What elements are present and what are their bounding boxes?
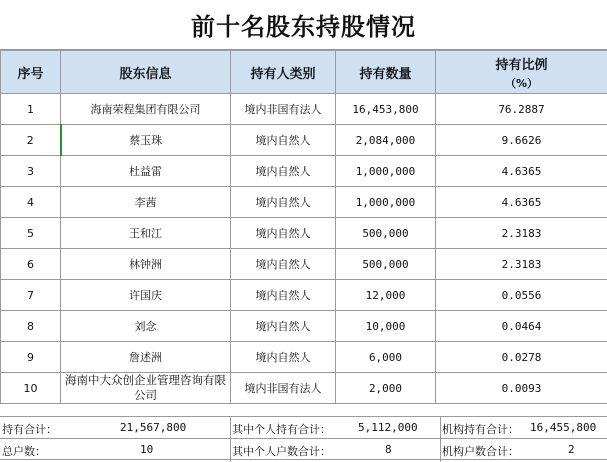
table-row [1,280,607,311]
cell-type: 境内非国有法人 [231,94,336,125]
cell-holder: 王和江 [61,218,231,249]
cell-type: 境内自然人 [231,311,336,342]
cell-holder: 海南中大众创企业管理咨询有限公司 [61,373,231,404]
cell-ratio: 0.0278 [436,342,607,373]
table-row [1,94,607,125]
header-ratio [436,51,607,94]
cell-holder: 许国庆 [61,280,231,311]
table-row [1,187,607,218]
institution-total-label: 机构持有合计： [442,423,519,436]
cell-index: 6 [1,249,61,280]
cell-type: 境内自然人 [231,249,336,280]
summary-divider [440,416,441,462]
cell-shares: 500,000 [336,249,436,280]
cell-ratio: 0.0093 [436,373,607,404]
header-type: 持有人类别 [231,51,336,94]
cell-index: 10 [1,373,61,404]
summary-divider [230,416,231,462]
table-row [1,311,607,342]
cell-index: 4 [1,187,61,218]
shareholder-table [0,50,607,404]
cell-shares: 500,000 [336,218,436,249]
cell-ratio: 76.2887 [436,94,607,125]
cell-holder: 刘念 [61,311,231,342]
table-row [1,342,607,373]
cell-holder[interactable]: 蔡玉珠 [61,125,231,156]
cell-type: 境内自然人 [231,280,336,311]
cell-index: 3 [1,156,61,187]
cell-shares: 10,000 [336,311,436,342]
header-index: 序号 [1,51,61,94]
institution-households-label: 机构户数合计： [442,445,519,458]
cell-index: 1 [1,94,61,125]
header-ratio-label: 持有比例 [495,57,548,73]
individual-households-label: 其中个人户数合计： [232,445,331,458]
cell-index: 2 [1,125,61,156]
cell-index: 7 [1,280,61,311]
total-value: 21,567,800 [120,421,187,434]
cell-type: 境内自然人 [231,342,336,373]
header-shares: 持有数量 [336,51,436,94]
cell-index: 8 [1,311,61,342]
cell-ratio: 2.3183 [436,218,607,249]
cell-ratio: 4.6365 [436,187,607,218]
cell-type: 境内非国有法人 [231,373,336,404]
cell-shares: 1,000,000 [336,156,436,187]
cell-type: 境内自然人 [231,125,336,156]
table-row [1,156,607,187]
cell-shares: 12,000 [336,280,436,311]
institution-households-value: 2 [568,443,575,456]
cell-holder: 李茜 [61,187,231,218]
cell-ratio: 0.0464 [436,311,607,342]
page-title: 前十名股东持股情况 [0,0,607,50]
households-label: 总户数： [2,445,46,458]
cell-holder: 林钟洲 [61,249,231,280]
cell-shares: 6,000 [336,342,436,373]
cell-shares: 2,084,000 [336,125,436,156]
cell-index: 5 [1,218,61,249]
individual-total-label: 其中个人持有合计： [232,423,331,436]
summary-households-row [0,438,607,460]
cell-ratio: 9.6626 [436,125,607,156]
cell-ratio: 2.3183 [436,249,607,280]
cell-ratio: 4.6365 [436,156,607,187]
summary-totals-row [0,416,607,438]
individual-households-value: 8 [385,443,392,456]
cell-type: 境内自然人 [231,187,336,218]
cell-index: 9 [1,342,61,373]
cell-holder: 詹述洲 [61,342,231,373]
header-holder: 股东信息 [61,51,231,94]
cell-ratio: 0.0556 [436,280,607,311]
table-row [1,373,607,404]
cell-type: 境内自然人 [231,218,336,249]
households-value: 10 [140,443,154,456]
table-row [1,218,607,249]
cell-shares: 1,000,000 [336,187,436,218]
total-label: 持有合计： [2,423,57,436]
cell-shares: 16,453,800 [336,94,436,125]
institution-total-value: 16,455,800 [530,421,597,434]
header-ratio-unit: （%） [504,76,539,90]
table-header-row [1,51,607,94]
table-row [1,249,607,280]
cell-holder: 海南荣程集团有限公司 [61,94,231,125]
individual-total-value: 5,112,000 [358,421,418,434]
cell-holder: 杜益雷 [61,156,231,187]
cell-shares: 2,000 [336,373,436,404]
cell-type: 境内自然人 [231,156,336,187]
table-row [1,125,607,156]
